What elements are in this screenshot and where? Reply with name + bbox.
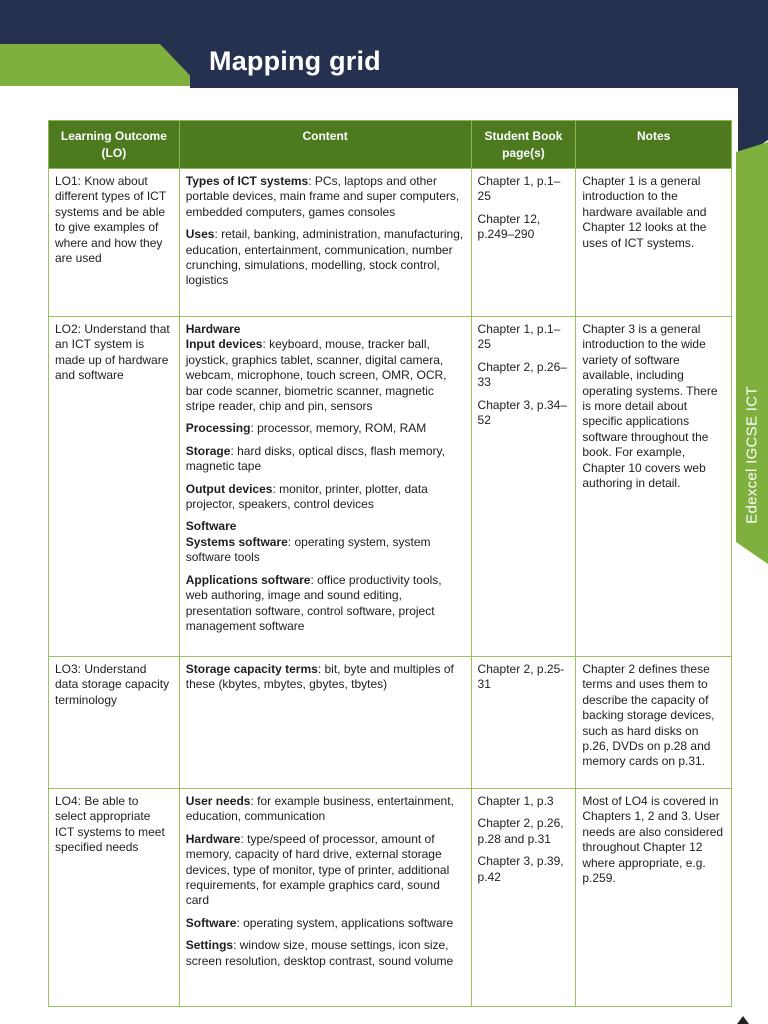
page-ref: Chapter 1, p.1–25 [477, 174, 561, 204]
content-item [186, 174, 465, 220]
column-header-content: Content [179, 121, 471, 169]
content-term: User needs [185, 794, 251, 808]
lo-cell: LO4: Be able to select appropriate ICT systems to meet specified needs [49, 789, 180, 1007]
content-term: Storage [185, 443, 231, 458]
content-item [186, 662, 465, 693]
pages-cell [471, 169, 576, 317]
table-row [49, 317, 732, 657]
lo-cell: LO2: Understand that an ICT system is made up of hardware and software [49, 317, 180, 657]
content-cell [179, 317, 471, 657]
content-item [186, 938, 465, 969]
page-ref: Chapter 2, p.26–33 [477, 359, 567, 390]
content-item [186, 832, 465, 909]
content-text: : processor, memory, ROM, RAM [250, 421, 427, 436]
content-cell [179, 657, 471, 789]
mapping-table [48, 120, 732, 1007]
content-item [186, 322, 465, 414]
table-header-row [49, 121, 732, 169]
content-text: : hard disks, optical discs, flash memory, magnetic tape [185, 443, 445, 474]
content-item [186, 573, 465, 635]
corner-arrow-icon [737, 1016, 749, 1024]
content-item [186, 519, 465, 565]
page-ref: Chapter 1, p.3 [477, 794, 554, 808]
content-term: Types of ICT systems [185, 174, 309, 188]
content-term: Systems software [185, 534, 288, 549]
lo-cell: LO1: Know about different types of ICT systems and be able to give examples of where and how they are used [49, 169, 180, 317]
content-text: : keyboard, mouse, tracker ball, joystick, graphics tablet, scanner, digital camera, webcam, microphone, touch screen, OMR, OCR, bar code scanner, biometric scanner, magnetic stripe reader, chip and pin, sensors [185, 337, 447, 414]
pages-cell [471, 657, 576, 789]
content-item [186, 482, 465, 513]
lo-cell: LO3: Understand data storage capacity terminology [49, 657, 180, 789]
side-tab-label: Edexcel IGCSE ICT [743, 386, 761, 524]
content-term: Software [185, 915, 237, 930]
content-cell [179, 789, 471, 1007]
content-term: Storage capacity terms [185, 662, 318, 676]
content-text: : bit, byte and multiples of these (kbytes, mbytes, gbytes, tbytes) [185, 662, 454, 692]
content-term: Processing [185, 421, 251, 436]
content-text: : type/speed of processor, amount of memory, capacity of hard drive, external storage devices, type of monitor, type of printer, additional requirements, for example graphics card, sound card [185, 831, 450, 908]
pages-cell [471, 789, 576, 1007]
notes-cell: Chapter 3 is a general introduction to the wide variety of software available, including operating systems. There is more detail about specific applications software throughout the book. For example, Chapter 10 covers web authoring in detail. [576, 317, 732, 657]
content-text: : monitor, printer, plotter, data projector, speakers, control devices [185, 481, 428, 512]
content-cell [179, 169, 471, 317]
content-term: Uses [185, 227, 215, 242]
content-term: Input devices [185, 337, 263, 352]
table-row [49, 789, 732, 1007]
notes-cell: Chapter 2 defines these terms and uses them to describe the capacity of backing storage devices, such as hard disks on p.26, DVDs on p.28 and memory cards on p.31. [576, 657, 732, 789]
content-item [186, 421, 465, 436]
content-text: : retail, banking, administration, manufacturing, education, entertainment, communication, number crunching, simulations, modelling, stock control, logistics [185, 227, 464, 288]
content-item [186, 444, 465, 475]
notes-cell: Chapter 1 is a general introduction to the hardware available and Chapter 12 looks at the uses of ICT systems. [576, 169, 732, 317]
content-heading: Software [185, 519, 237, 534]
pages-cell [471, 317, 576, 657]
content-text: : operating system, applications software [236, 915, 454, 930]
content-item [186, 794, 465, 825]
table-row [49, 657, 732, 789]
column-header-pages: Student Book page(s) [471, 121, 576, 169]
content-text: : office productivity tools, web authoring, image and sound editing, presentation software, control software, project management software [185, 572, 442, 633]
content-term: Hardware [185, 831, 241, 846]
content-heading: Hardware [185, 322, 241, 336]
notes-cell: Most of LO4 is covered in Chapters 1, 2 and 3. User needs are also considered throughout Chapter 12 where appropriate, e.g. p.259. [576, 789, 732, 1007]
content-item [186, 227, 465, 289]
page-ref: Chapter 2, p.26, p.28 and p.31 [477, 816, 564, 846]
page-ref: Chapter 12, p.249–290 [477, 211, 541, 242]
page-ref: Chapter 3, p.39, p.42 [477, 854, 564, 884]
content-item [186, 916, 465, 931]
content-text: : for example business, entertainment, education, communication [185, 794, 454, 824]
column-header-lo: Learning Outcome (LO) [49, 121, 180, 169]
content-term: Settings [185, 938, 234, 953]
page-ref: Chapter 2, p.25-31 [477, 662, 565, 692]
content-text: : PCs, laptops and other portable devices, main frame and super computers, embedded computers, games consoles [185, 174, 460, 219]
content-text: : window size, mouse settings, icon size, screen resolution, desktop contrast, sound volume [185, 938, 454, 968]
column-header-notes: Notes [576, 121, 732, 169]
content-text: : operating system, system software tools [185, 534, 431, 565]
table-row [49, 169, 732, 317]
corner-decoration [738, 0, 768, 160]
content-term: Output devices [185, 481, 273, 496]
content-term: Applications software [185, 572, 311, 587]
page-ref: Chapter 1, p.1–25 [477, 322, 561, 352]
page-ref: Chapter 3, p.34–52 [477, 397, 567, 428]
page-title: Mapping grid [209, 46, 381, 76]
